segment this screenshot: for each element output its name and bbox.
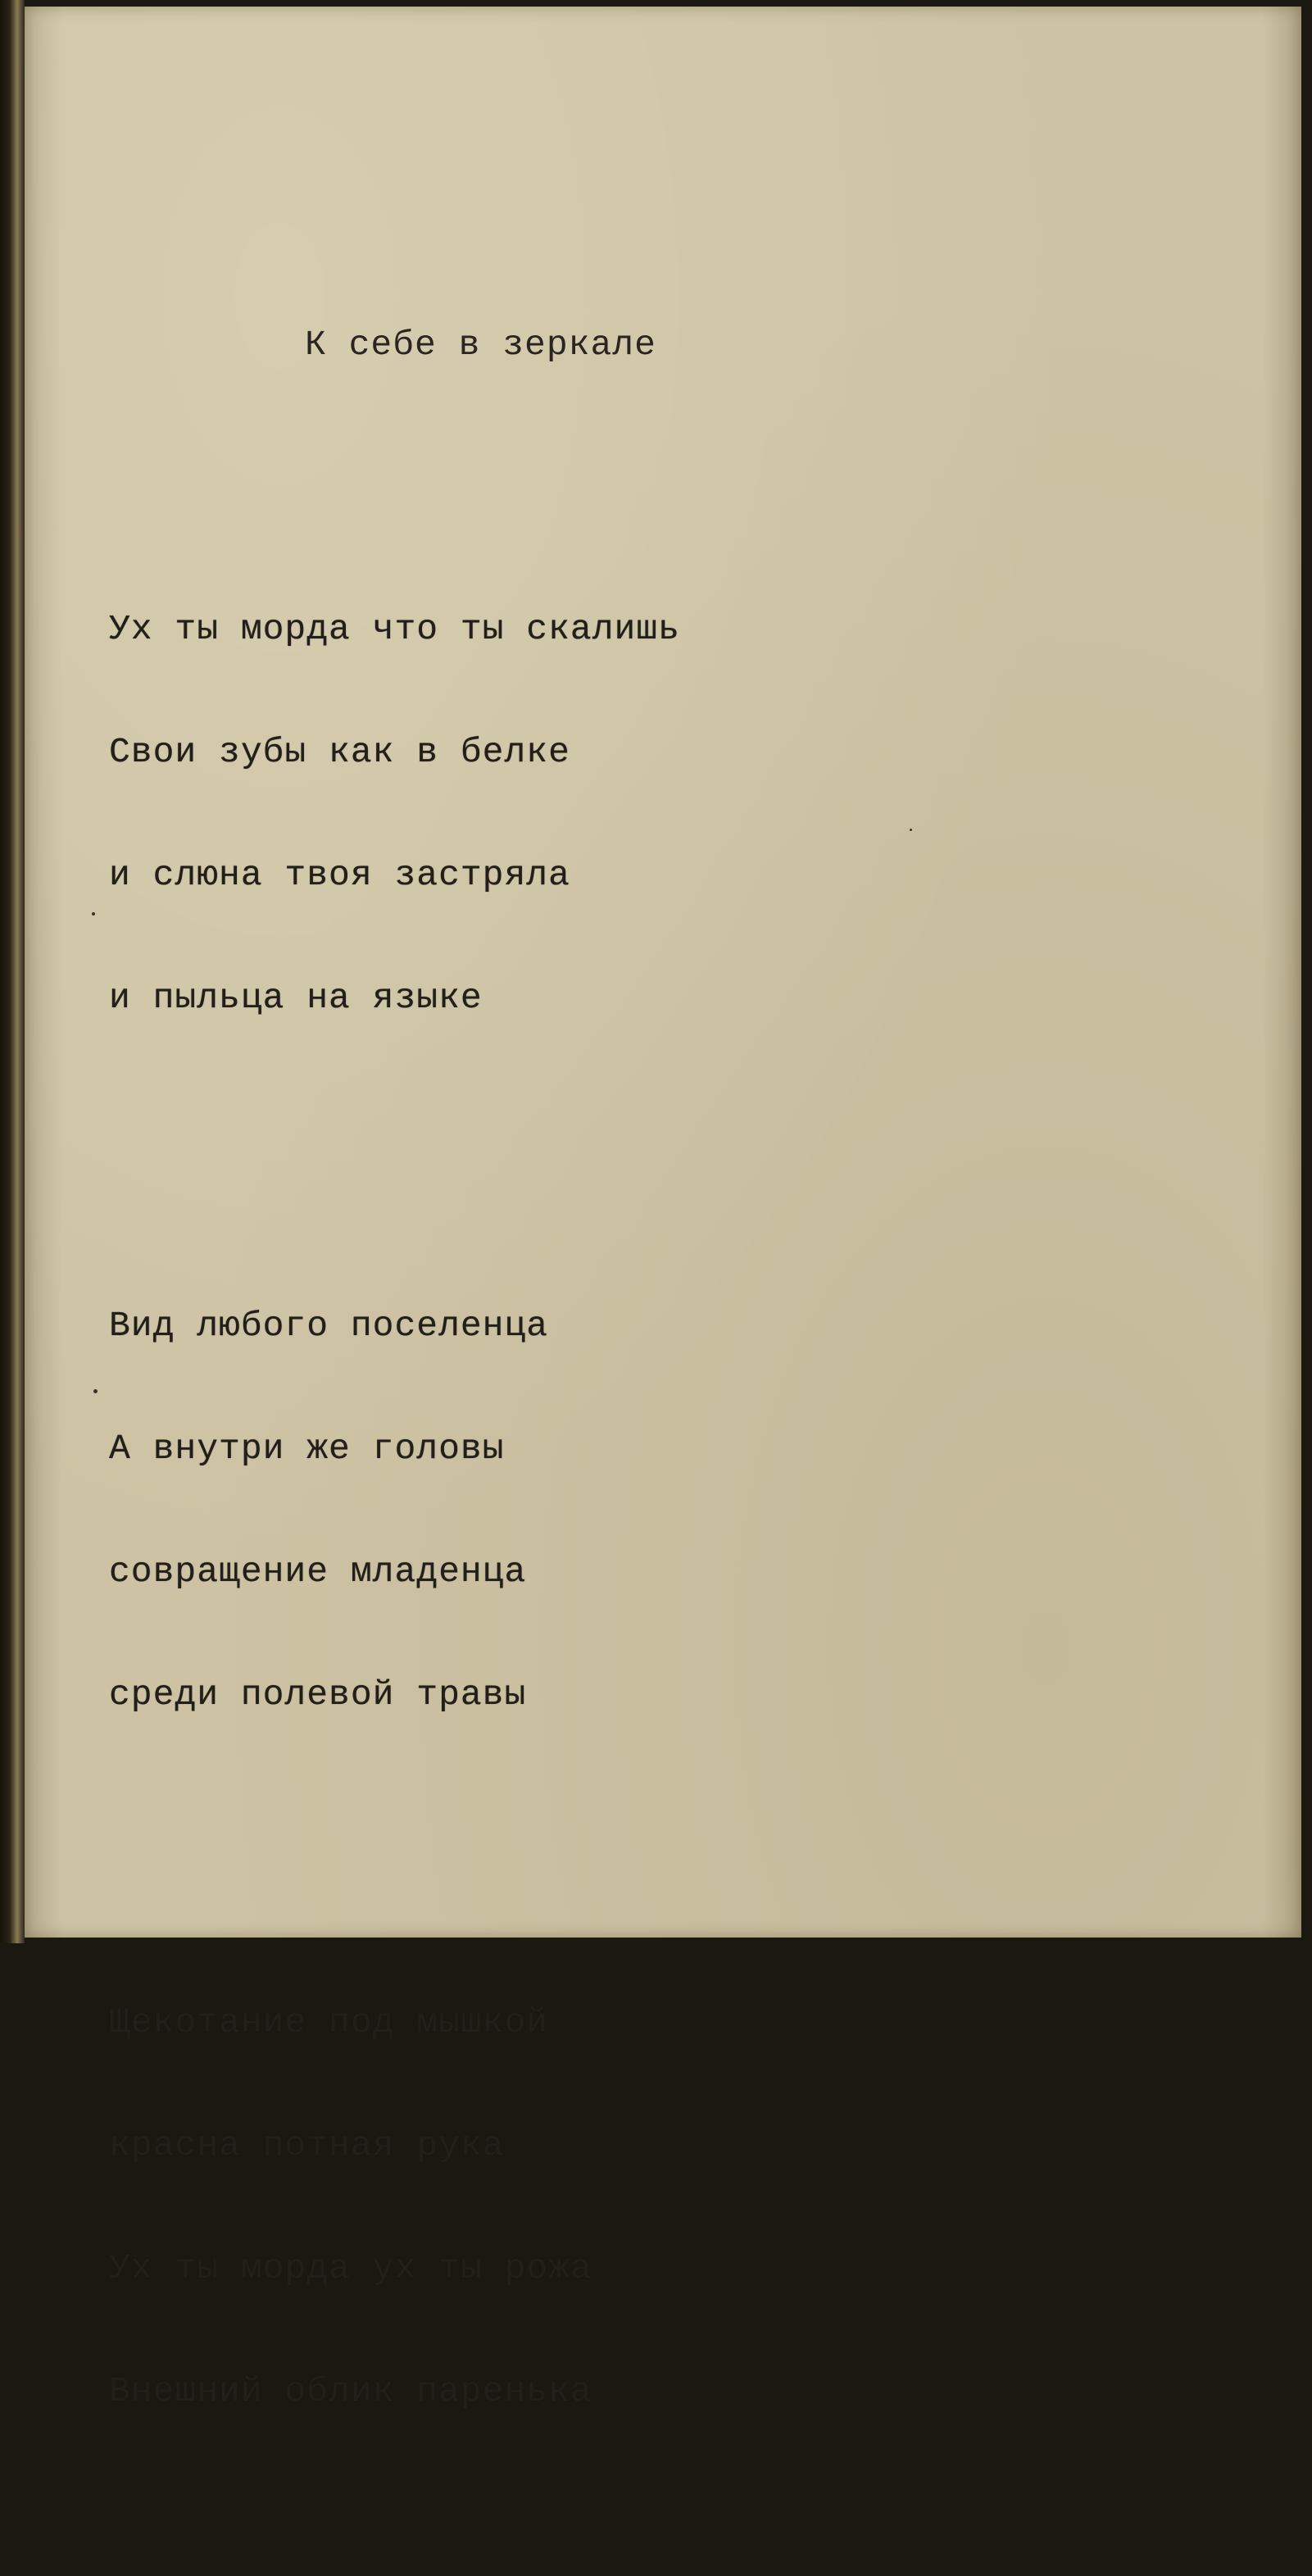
poem-line: и пыльца на языке [109, 978, 483, 1018]
stanza-2 [109, 1224, 680, 1797]
book-spine [0, 0, 25, 1943]
poem-line: красна потная рука [109, 2125, 505, 2165]
poem-line: Свои зубы как в белке [109, 732, 570, 772]
poem-line: Вид любого поселенца [109, 1306, 549, 1346]
poem-line: среди полевой травы [109, 1674, 527, 1715]
stanza-3 [109, 1920, 680, 2494]
poem-line: Внешний облик паренька [109, 2371, 592, 2411]
paper-speck [93, 1389, 98, 1393]
paper-sheet [25, 7, 1301, 2411]
poem-line: совращение младенца [109, 1552, 527, 1592]
poem-line: А внутри же головы [109, 1429, 505, 1469]
poem-body [109, 445, 680, 2576]
poem-title: К себе в зеркале [305, 325, 656, 365]
poem-line: и слюна твоя застряла [109, 855, 570, 895]
stanza-1 [109, 527, 680, 1101]
poem-line: Ух ты морда ух ты рожа [109, 2248, 592, 2288]
poem-line: Щекотание под мышкой [109, 2002, 549, 2042]
paper-speck [92, 912, 95, 915]
paper-speck [910, 829, 912, 831]
poem-line: Ух ты морда что ты скалишь [109, 609, 680, 649]
